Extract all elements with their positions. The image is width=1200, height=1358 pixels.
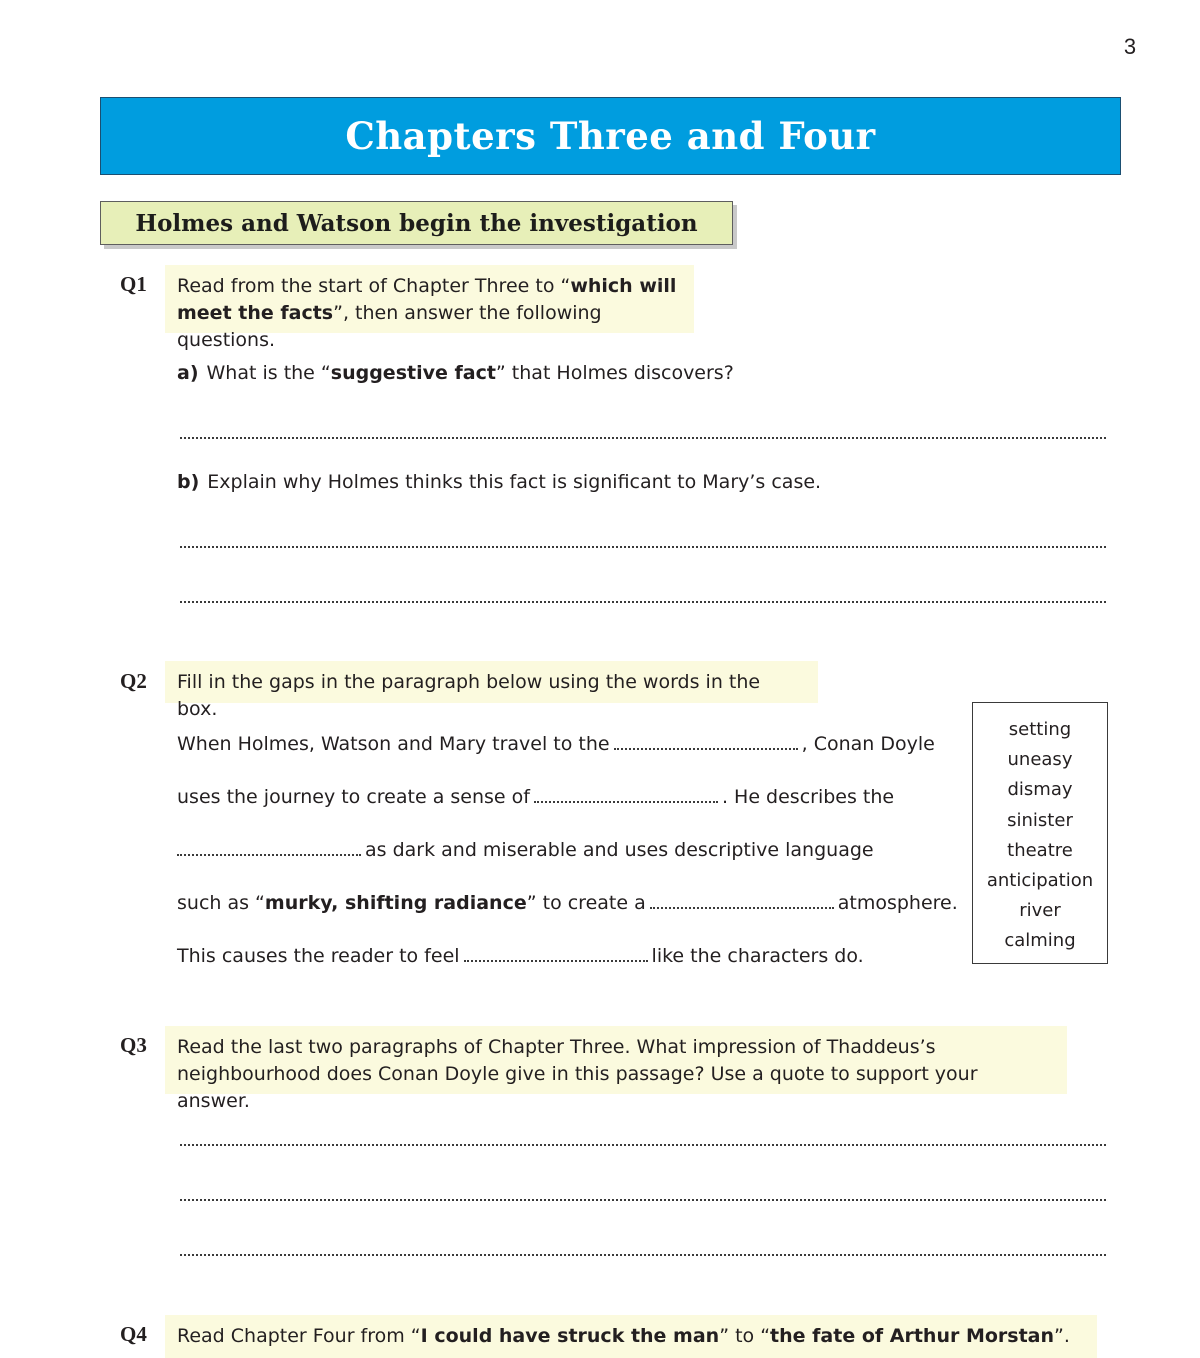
q3-instruction: [165, 1026, 1067, 1112]
q2-text: such as “: [177, 892, 265, 914]
q1a-text-pre: What is the “: [206, 362, 331, 384]
q2-text: . He describes the: [721, 786, 895, 808]
q2-text: , Conan Doyle: [801, 733, 935, 755]
q3-number: Q3: [120, 1033, 147, 1057]
q3-answer-line-1[interactable]: [180, 1144, 1106, 1146]
q2-paragraph-line-3: [177, 836, 874, 864]
q2-quote: murky, shifting radiance: [264, 892, 527, 914]
q2-text: ” to create a: [526, 892, 646, 914]
q2-text: When Holmes, Watson and Mary travel to the: [177, 733, 610, 755]
word-bank-item: uneasy: [1007, 749, 1073, 771]
chapter-banner: [100, 97, 1121, 175]
q4-quote-1: I could have struck the man: [420, 1325, 720, 1347]
word-bank-item: dismay: [1007, 779, 1073, 801]
q1a-text-post: ” that Holmes discovers?: [495, 362, 734, 384]
q1-number: Q1: [120, 272, 147, 296]
q1a-letter: a): [177, 362, 199, 384]
section-header: [100, 201, 733, 245]
q2-paragraph-line-2: [177, 783, 894, 811]
section-title: Holmes and Watson begin the investigation: [135, 209, 698, 237]
q2-paragraph-line-1: [177, 730, 935, 758]
q4-number: Q4: [120, 1322, 147, 1346]
word-bank-item: sinister: [1007, 809, 1073, 831]
q2-paragraph-line-5: [177, 942, 864, 970]
q4-text: Read Chapter Four from “: [177, 1325, 421, 1347]
q3-text-line-2: neighbourhood does Conan Doyle give in this passage? Use a quote to support your answer.: [177, 1063, 978, 1112]
word-bank-item: calming: [1004, 930, 1076, 952]
q1-instruction: [165, 265, 694, 351]
q2-text: uses the journey to create a sense of: [177, 786, 530, 808]
q2-gap-4[interactable]: [650, 889, 834, 909]
q1b-answer-line-1[interactable]: [180, 546, 1106, 548]
word-bank-item: anticipation: [986, 870, 1094, 892]
q3-answer-line-3[interactable]: [180, 1254, 1106, 1256]
q1-text-a: Read from the start of Chapter Three to “: [177, 275, 571, 297]
word-bank-item: setting: [1008, 719, 1072, 740]
q4-quote-2: the fate of Arthur Morstan: [770, 1325, 1055, 1347]
q1-text-b: ”, then answer the following questions.: [177, 302, 602, 351]
q1-bold-a: which will: [570, 275, 677, 297]
q2-text: This causes the reader to feel: [177, 945, 460, 967]
q1a-question: [177, 360, 734, 387]
q1a-text-bold: suggestive fact: [330, 362, 496, 384]
chapter-title: Chapters Three and Four: [345, 114, 876, 158]
word-bank-item: theatre: [1007, 839, 1073, 861]
q2-text: atmosphere.: [837, 892, 958, 914]
q1b-answer-line-2[interactable]: [180, 601, 1106, 603]
q2-text: as dark and miserable and uses descriptive language: [365, 839, 874, 861]
q3-answer-line-2[interactable]: [180, 1199, 1106, 1201]
q2-instruction: Fill in the gaps in the paragraph below using the words in the box.: [165, 661, 818, 703]
q1a-answer-line[interactable]: [180, 437, 1106, 439]
q1b-question: [177, 469, 821, 496]
q2-gap-1[interactable]: [614, 730, 798, 750]
q4-text: ” to “: [719, 1325, 771, 1347]
q2-gap-2[interactable]: [534, 783, 718, 803]
q3-text-line-1: Read the last two paragraphs of Chapter Three. What impression of Thaddeus’s: [177, 1036, 936, 1058]
q1b-letter: b): [177, 471, 200, 493]
q1-bold-b: meet the facts: [177, 302, 334, 324]
q1b-text: Explain why Holmes thinks this fact is significant to Mary’s case.: [207, 471, 822, 493]
q2-text: like the characters do.: [651, 945, 864, 967]
word-bank-item: river: [1019, 900, 1061, 922]
q2-paragraph-line-4: [177, 889, 958, 917]
q2-gap-3[interactable]: [177, 836, 361, 856]
q2-number: Q2: [120, 669, 147, 693]
q4-instruction: [165, 1315, 1097, 1358]
q2-gap-5[interactable]: [464, 942, 648, 962]
q4-text: ”.: [1054, 1325, 1070, 1347]
page-number: 3: [1123, 34, 1137, 59]
word-bank: [972, 702, 1108, 964]
